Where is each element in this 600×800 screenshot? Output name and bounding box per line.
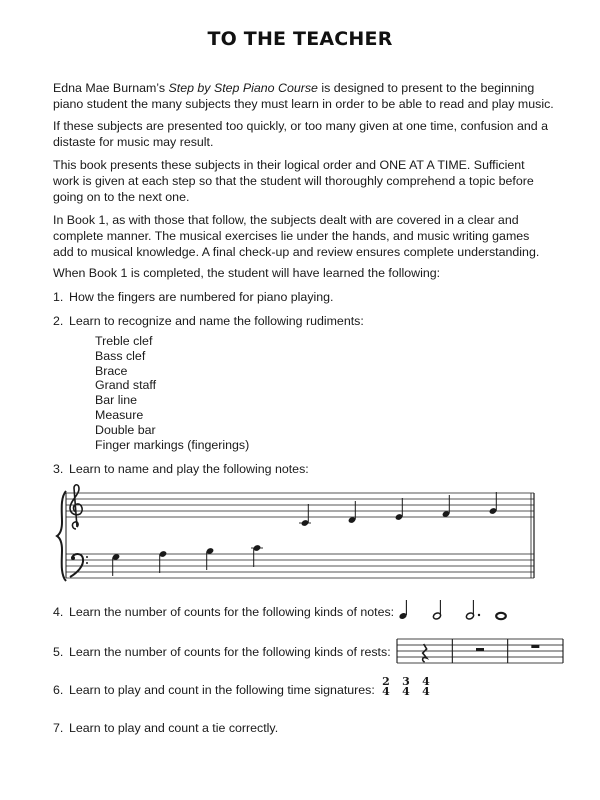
item-text: Learn to recognize and name the following rudiments: [69,314,364,328]
rest-glyph [531,645,539,648]
rest-glyph [423,644,427,662]
rudiment-item: Bar line [95,393,138,408]
item-text: Learn to play and count in the following time signatures: [69,683,375,697]
author-name: Edna Mae Burnam’s [53,81,169,95]
item-number: 2. [53,314,64,328]
item-number: 7. [53,721,64,735]
rests-staff [397,639,563,663]
rudiment-item: Brace [95,363,128,378]
treble-note-D4 [348,501,357,524]
item-text: Learn to name and play the following notes: [69,462,309,476]
ts-top: 2 [382,675,390,688]
intro-paragraph-3: This book presents these subjects in their logical order and ONE AT A TIME. Sufficient work is given at each step so that the student will thoroughly comprehend a topic before going on to the next one. [53,158,534,204]
ts-bottom: 4 [402,685,410,698]
item-text: Learn the number of counts for the following kinds of rests: [69,645,391,659]
treble-note-C4 [299,504,311,527]
rudiment-item: Finger markings (fingerings) [95,437,250,452]
item-number: 5. [53,645,64,659]
treble-note-E4 [395,498,404,521]
intro-text: is designed to present to the beginning [317,81,535,95]
bass-note-G3 [112,553,121,576]
bass-clef-icon [70,554,88,577]
quarter-note-icon [398,600,407,620]
item-text: Learn to play and count a tie correctly. [69,721,279,735]
half-rest-icon [476,648,484,651]
brace-icon [57,491,66,581]
dot [478,614,480,616]
rudiment-item: Treble clef [95,334,153,348]
grand-staff [66,493,534,578]
treble-clef-icon [70,485,82,529]
rudiment-item: Double bar [95,422,156,437]
ts-top: 3 [402,675,410,688]
item-number: 4. [53,605,64,619]
bass-note-C4 [251,544,263,567]
notehead [496,613,506,619]
treble-note-G4 [489,492,498,515]
book-title: Step by Step Piano Course [168,81,318,95]
rudiment-item: Measure [95,407,144,422]
intro-text-line2: piano student the many subjects they must learn in order to be able to read and play music. [53,97,554,111]
intro-paragraph-4: In Book 1, as with those that follow, the subjects dealt with are covered in a clear and complete manner. The musical exercises lie under the hands, and music writing games add to musical knowledge. A final check-up and review ensures complete understanding. [53,213,540,259]
note-values [398,600,505,620]
ts-bottom: 4 [382,685,390,698]
item-number: 6. [53,683,64,697]
item-text: Learn the number of counts for the following kinds of notes: [69,605,395,619]
treble-notes [299,492,497,527]
dotted-half-note-icon [465,600,480,620]
bass-note-B3 [206,547,215,570]
rest-glyph [476,648,484,651]
whole-rest-icon [531,645,539,648]
item-number: 3. [53,462,64,476]
whole-note-icon [496,613,506,619]
intro-paragraph-5: When Book 1 is completed, the student will have learned the following: [53,266,441,280]
ts-bottom: 4 [422,685,430,698]
bass-note-A3 [159,550,168,573]
rudiment-item: Bass clef [95,348,146,363]
rudiment-item: Grand staff [95,378,157,393]
ts-top: 4 [422,675,430,688]
treble-note-F4 [442,495,451,518]
quarter-rest-icon [423,644,427,662]
item-text: How the fingers are numbered for piano playing. [69,290,334,304]
half-note-icon [432,600,441,620]
item-number: 1. [53,290,64,304]
intro-paragraph-2: If these subjects are presented too quickly, or too many given at one time, confusion and a distaste for music may result. [53,119,548,149]
page-title: TO THE TEACHER [207,28,393,50]
